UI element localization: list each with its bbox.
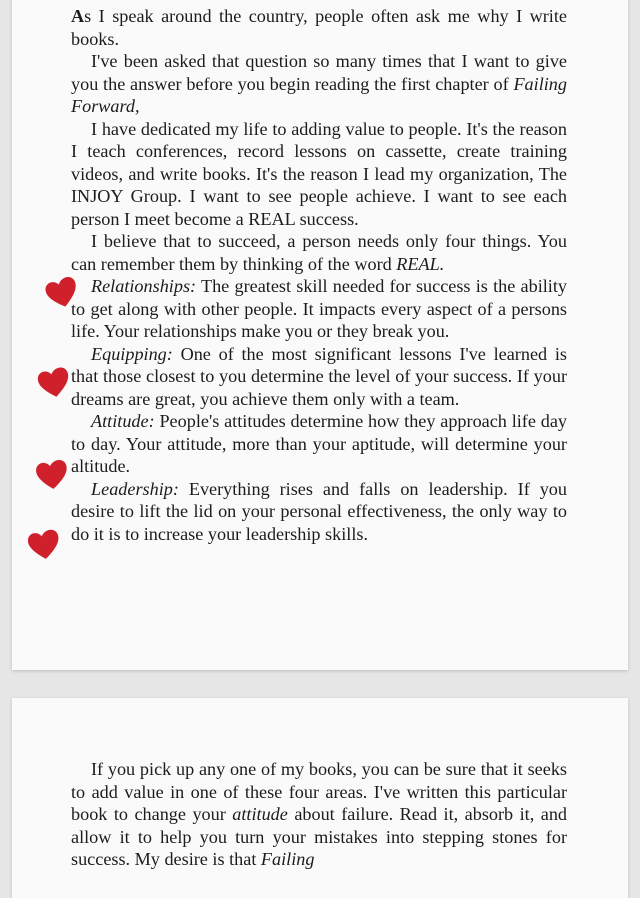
page-text (71, 758, 567, 871)
paragraph: As I speak around the country, people often ask me why I write books. (71, 6, 567, 49)
page-text (71, 5, 567, 545)
paragraph: If you pick up any one of my books, you can be sure that it seeks to add value in one of these four areas. I've written this particular book to change your attitude about failure. Read it, absorb it, and allow it to help you turn your mistakes into stepping stones for success. My desire is that Failing (71, 759, 568, 869)
book-page (12, 698, 628, 898)
heart-icon (34, 458, 70, 492)
heart-icon (26, 528, 62, 562)
book-page (12, 0, 628, 670)
list-item-attitude: Attitude: People's attitudes determine how they approach life day to day. Your attitude, more than your aptitude, will determine your altitude. (71, 411, 567, 476)
heart-icon (44, 276, 80, 310)
heart-icon (36, 366, 72, 400)
book-title: Failing Forward, (71, 73, 567, 116)
list-item-relationships: Relationships: The greatest skill needed for success is the ability to get along with other people. It impacts every aspect of a persons life. Your relationships make you or they break you. (71, 276, 567, 341)
paragraph: I have dedicated my life to adding value to people. It's the reason I teach conferences, record lessons on cassette, create training videos, and write books. It's the reason I lead my organization, The INJOY Group. I want to see people achieve. I want to see each person I meet become a REAL success. (71, 118, 567, 229)
item-term: Equipping: (91, 343, 173, 364)
list-item-equipping: Equipping: One of the most significant lessons I've learned is that those closest to you determine the level of your success. If your dreams are great, you achieve them only with a team. (71, 343, 567, 409)
item-term: Attitude: (91, 411, 155, 431)
paragraph: I believe that to succeed, a person needs only four things. You can remember them by thinking of the word REAL. (71, 231, 567, 274)
item-term: Leadership: (91, 478, 179, 499)
acronym: REAL. (396, 253, 445, 274)
lead-letter: A (71, 6, 85, 26)
item-term: Relationships: (91, 276, 197, 296)
list-item-leadership: Leadership: Everything rises and falls on leadership. If you desire to lift the lid on your personal effectiveness, the only way to do it is to increase your leadership skills. (71, 478, 567, 544)
paragraph: I've been asked that question so many times that I want to give you the answer before you begin reading the first chapter of Failing Forward, (71, 51, 567, 116)
